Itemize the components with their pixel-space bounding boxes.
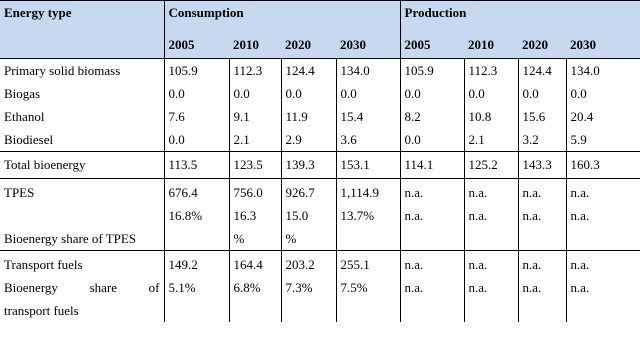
cell-group bbox=[400, 251, 464, 323]
cell: n.a. bbox=[522, 257, 542, 272]
table-row bbox=[0, 105, 640, 128]
table-row-total bbox=[0, 152, 640, 179]
cell: 0.0 bbox=[400, 128, 464, 152]
cell: 105.9 bbox=[164, 59, 229, 83]
cell: % bbox=[233, 231, 245, 246]
cell: 124.4 bbox=[281, 59, 336, 83]
cell: n.a. bbox=[570, 257, 590, 272]
cell: n.a. bbox=[468, 280, 488, 295]
cell: 5.9 bbox=[566, 128, 640, 152]
cell-group bbox=[164, 251, 229, 323]
cell: 0.0 bbox=[336, 82, 400, 105]
cell: 15.4 bbox=[336, 105, 400, 128]
cell: 0.0 bbox=[281, 82, 336, 105]
cell: 149.2 bbox=[168, 257, 198, 272]
cell: 0.0 bbox=[229, 82, 281, 105]
cell: 255.1 bbox=[340, 257, 370, 272]
year-header: 2010 bbox=[464, 31, 518, 59]
table-row bbox=[0, 59, 640, 83]
cell: 164.4 bbox=[233, 257, 263, 272]
row-label: Biodiesel bbox=[4, 132, 54, 147]
cell: 203.2 bbox=[285, 257, 315, 272]
cell: 3.2 bbox=[518, 128, 566, 152]
cell: 0.0 bbox=[464, 82, 518, 105]
cell-group bbox=[518, 179, 566, 251]
cell: 7.6 bbox=[164, 105, 229, 128]
cell: 0.0 bbox=[566, 82, 640, 105]
cell-group bbox=[336, 251, 400, 323]
table-row bbox=[0, 128, 640, 152]
row-label: transport fuels bbox=[4, 303, 79, 318]
label-word: of bbox=[148, 280, 160, 295]
cell: n.a. bbox=[522, 185, 542, 200]
cell: 2.9 bbox=[281, 128, 336, 152]
energy-type-header: Energy type bbox=[0, 1, 164, 59]
table-row-tpes bbox=[0, 179, 640, 251]
cell: n.a. bbox=[468, 257, 488, 272]
cell: n.a. bbox=[570, 185, 590, 200]
cell: 3.6 bbox=[336, 128, 400, 152]
cell: 160.3 bbox=[566, 152, 640, 179]
spacer bbox=[4, 204, 160, 227]
cell: 105.9 bbox=[400, 59, 464, 83]
cell-group bbox=[566, 251, 640, 323]
cell: 0.0 bbox=[164, 128, 229, 152]
cell: 2.1 bbox=[229, 128, 281, 152]
cell: 15.6 bbox=[518, 105, 566, 128]
cell: 143.3 bbox=[518, 152, 566, 179]
cell: 0.0 bbox=[400, 82, 464, 105]
cell-group bbox=[229, 251, 281, 323]
cell: 0.0 bbox=[518, 82, 566, 105]
cell-group bbox=[164, 179, 229, 251]
cell: n.a. bbox=[522, 208, 542, 223]
cell-group bbox=[281, 251, 336, 323]
cell-group bbox=[464, 251, 518, 323]
year-header: 2030 bbox=[566, 31, 640, 59]
cell-group bbox=[400, 179, 464, 251]
row-label-group bbox=[0, 251, 164, 323]
cell: 113.5 bbox=[164, 152, 229, 179]
cell: 10.8 bbox=[464, 105, 518, 128]
row-label: Primary solid biomass bbox=[4, 63, 121, 78]
label-word: Bioenergy bbox=[4, 280, 58, 295]
cell: 114.1 bbox=[400, 152, 464, 179]
year-header: 2030 bbox=[336, 31, 400, 59]
row-label-group bbox=[0, 179, 164, 251]
cell: n.a. bbox=[522, 280, 542, 295]
cell: 139.3 bbox=[281, 152, 336, 179]
consumption-header: Consumption bbox=[164, 1, 400, 32]
year-header: 2020 bbox=[281, 31, 336, 59]
year-header: 2020 bbox=[518, 31, 566, 59]
cell: n.a. bbox=[468, 185, 488, 200]
cell-group bbox=[518, 251, 566, 323]
cell: 134.0 bbox=[566, 59, 640, 83]
cell: n.a. bbox=[404, 257, 424, 272]
row-label: Bioenergy share of TPES bbox=[4, 231, 137, 246]
cell: 756.0 bbox=[233, 185, 263, 200]
row-label: Ethanol bbox=[4, 109, 45, 124]
cell-group bbox=[566, 179, 640, 251]
cell: 6.8% bbox=[233, 280, 261, 295]
cell: 8.2 bbox=[400, 105, 464, 128]
cell: 16.8% bbox=[168, 208, 203, 223]
row-label bbox=[4, 276, 160, 299]
table-row bbox=[0, 82, 640, 105]
cell: 16.3 bbox=[233, 208, 257, 223]
cell: 926.7 bbox=[285, 185, 315, 200]
cell: n.a. bbox=[570, 280, 590, 295]
cell: 7.3% bbox=[285, 280, 313, 295]
cell: n.a. bbox=[570, 208, 590, 223]
table-row-transport bbox=[0, 251, 640, 323]
cell: 9.1 bbox=[229, 105, 281, 128]
cell: 112.3 bbox=[464, 59, 518, 83]
year-header: 2010 bbox=[229, 31, 281, 59]
row-label: Transport fuels bbox=[4, 257, 83, 272]
cell: 13.7% bbox=[340, 208, 375, 223]
cell: 2.1 bbox=[464, 128, 518, 152]
cell: 1,114.9 bbox=[340, 185, 380, 200]
cell: 15.0 bbox=[285, 208, 309, 223]
row-label: Biogas bbox=[4, 86, 41, 101]
production-header: Production bbox=[400, 1, 640, 32]
cell-group bbox=[464, 179, 518, 251]
cell-group bbox=[229, 179, 281, 251]
cell: 125.2 bbox=[464, 152, 518, 179]
cell: n.a. bbox=[404, 208, 424, 223]
cell: % bbox=[285, 231, 297, 246]
cell-group bbox=[281, 179, 336, 251]
cell: 153.1 bbox=[336, 152, 400, 179]
cell: 134.0 bbox=[336, 59, 400, 83]
year-header: 2005 bbox=[164, 31, 229, 59]
row-label: TPES bbox=[4, 185, 35, 200]
header-row-groups bbox=[0, 1, 640, 32]
cell: n.a. bbox=[404, 185, 424, 200]
label-word: share bbox=[89, 280, 117, 295]
cell: 676.4 bbox=[168, 185, 198, 200]
cell: n.a. bbox=[404, 280, 424, 295]
cell: 7.5% bbox=[340, 280, 368, 295]
cell: 11.9 bbox=[281, 105, 336, 128]
cell: 5.1% bbox=[168, 280, 196, 295]
cell: 124.4 bbox=[518, 59, 566, 83]
cell-group bbox=[336, 179, 400, 251]
year-header: 2005 bbox=[400, 31, 464, 59]
cell: 112.3 bbox=[229, 59, 281, 83]
cell: 20.4 bbox=[566, 105, 640, 128]
row-label: Total bioenergy bbox=[0, 152, 164, 179]
cell: 0.0 bbox=[164, 82, 229, 105]
cell: 123.5 bbox=[229, 152, 281, 179]
cell: n.a. bbox=[468, 208, 488, 223]
